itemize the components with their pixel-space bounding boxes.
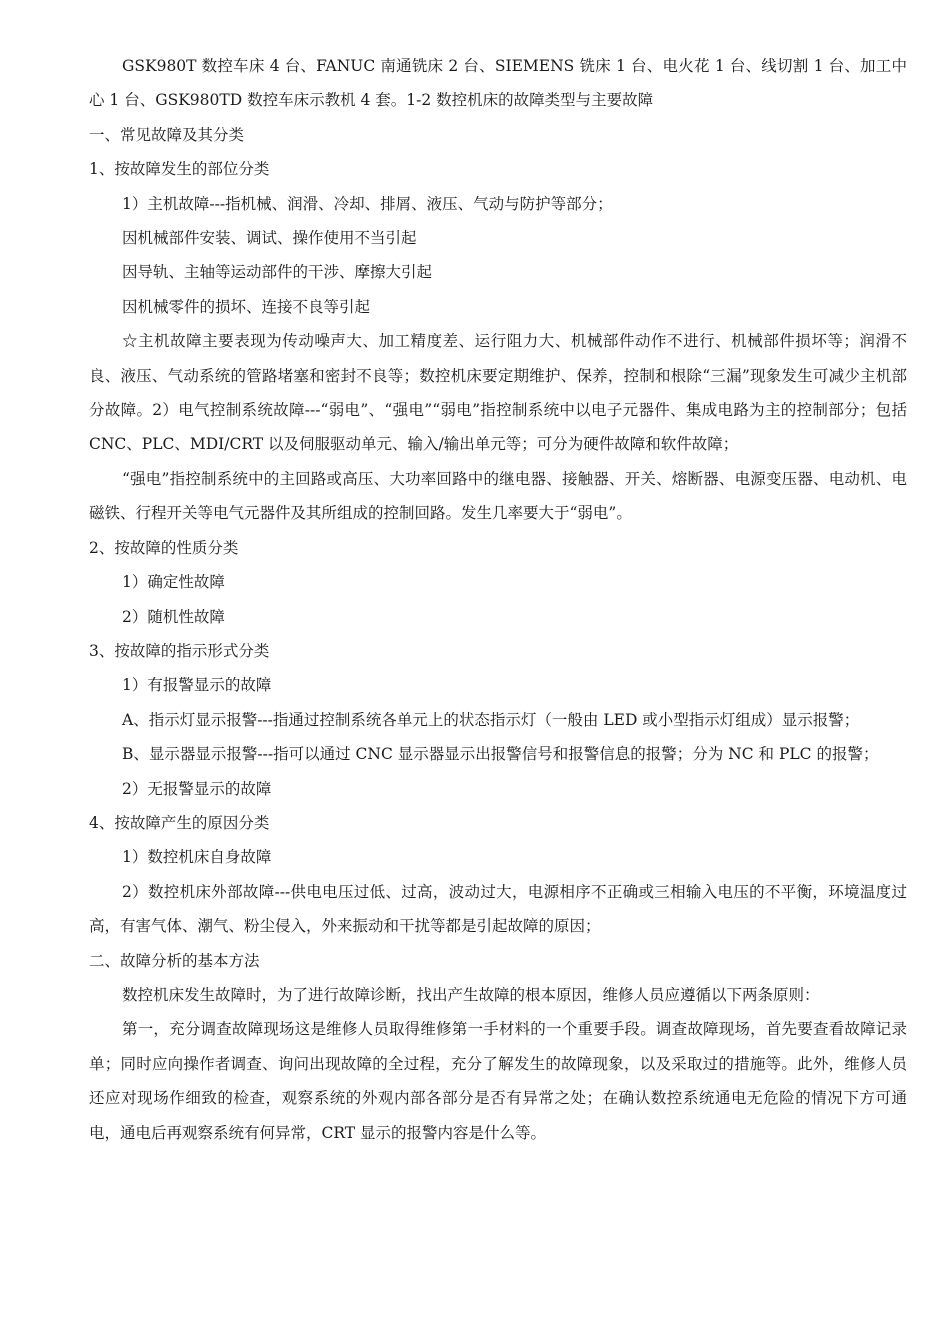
list-item: 因导轨、主轴等运动部件的干涉、摩擦大引起 (122, 263, 433, 282)
subsection-heading: 1、按故障发生的部位分类 (89, 160, 270, 179)
section-heading: 二、故障分析的基本方法 (89, 951, 260, 970)
paragraph: 数控机床发生故障时，为了进行故障诊断，找出产生故障的根本原因，维修人员应遵循以下两条原则： (122, 985, 820, 1004)
list-item: A、指示灯显示报警---指通过控制系统各单元上的状态指示灯（一般由 LED 或小型指示灯组成）显示报警； (122, 710, 860, 729)
subsection-heading: 4、按故障产生的原因分类 (89, 813, 270, 832)
paragraph: “强电”指控制系统中的主回路或高压、大功率回路中的继电器、接触器、开关、熔断器、电源变压器、电动机、电磁铁、行程开关等电气元器件及其所组成的控制回路。发生几率要大于“弱电”。 (89, 469, 907, 523)
paragraph: GSK980T 数控车床 4 台、FANUC 南通铣床 2 台、SIEMENS 铣床 1 台、电火花 1 台、线切割 1 台、加工中心 1 台、GSK980TD 数控车床示教机 4 套。1-2 数控机床的故障类型与主要故障 (89, 57, 907, 110)
list-item: B、显示器显示报警---指可以通过 CNC 显示器显示出报警信号和报警信息的报警；分为 NC 和 PLC 的报警； (122, 745, 879, 764)
list-item: 1）数控机床自身故障 (122, 848, 272, 867)
list-item: 1）确定性故障 (122, 573, 225, 592)
list-item: 因机械零件的损坏、连接不良等引起 (122, 297, 371, 316)
paragraph: ☆主机故障主要表现为传动噪声大、加工精度差、运行阻力大、机械部件动作不进行、机械部件损坏等；润滑不良、液压、气动系统的管路堵塞和密封不良等；数控机床要定期维护、保养，控制和根除“三漏”现象发生可减少主机部分故障。2）电气控制系统故障---“弱电”、“强电”“弱电”指控制系统中以电子元器件、集成电路为主的控制部分；包括 CNC、PLC、MDI/CRT 以及伺服驱动单元、输入/输出单元等；可分为硬件故障和软件故障； (89, 332, 907, 454)
list-item: 1）有报警显示的故障 (122, 676, 272, 695)
subsection-heading: 2、按故障的性质分类 (89, 538, 239, 557)
document-body (89, 49, 907, 1150)
subsection-heading: 3、按故障的指示形式分类 (89, 641, 270, 660)
paragraph: 第一，充分调查故障现场这是维修人员取得维修第一手材料的一个重要手段。调查故障现场，首先要查看故障记录单；同时应向操作者调查、询问出现故障的全过程，充分了解发生的故障现象，以及采取过的措施等。此外，维修人员还应对现场作细致的检查，观察系统的外观内部各部分是否有异常之处；在确认数控系统通电无危险的情况下方可通电，通电后再观察系统有何异常，CRT 显示的报警内容是什么等。 (89, 1020, 907, 1142)
list-item: 2）随机性故障 (122, 607, 225, 626)
paragraph: 2）数控机床外部故障---供电电压过低、过高，波动过大，电源相序不正确或三相输入电压的不平衡，环境温度过高，有害气体、潮气、粉尘侵入，外来振动和干扰等都是引起故障的原因； (89, 882, 907, 936)
section-heading: 一、常见故障及其分类 (89, 125, 245, 144)
list-item: 因机械部件安装、调试、操作使用不当引起 (122, 229, 417, 248)
list-item: 1）主机故障---指机械、润滑、冷却、排屑、液压、气动与防护等部分； (122, 194, 613, 213)
list-item: 2）无报警显示的故障 (122, 779, 272, 798)
